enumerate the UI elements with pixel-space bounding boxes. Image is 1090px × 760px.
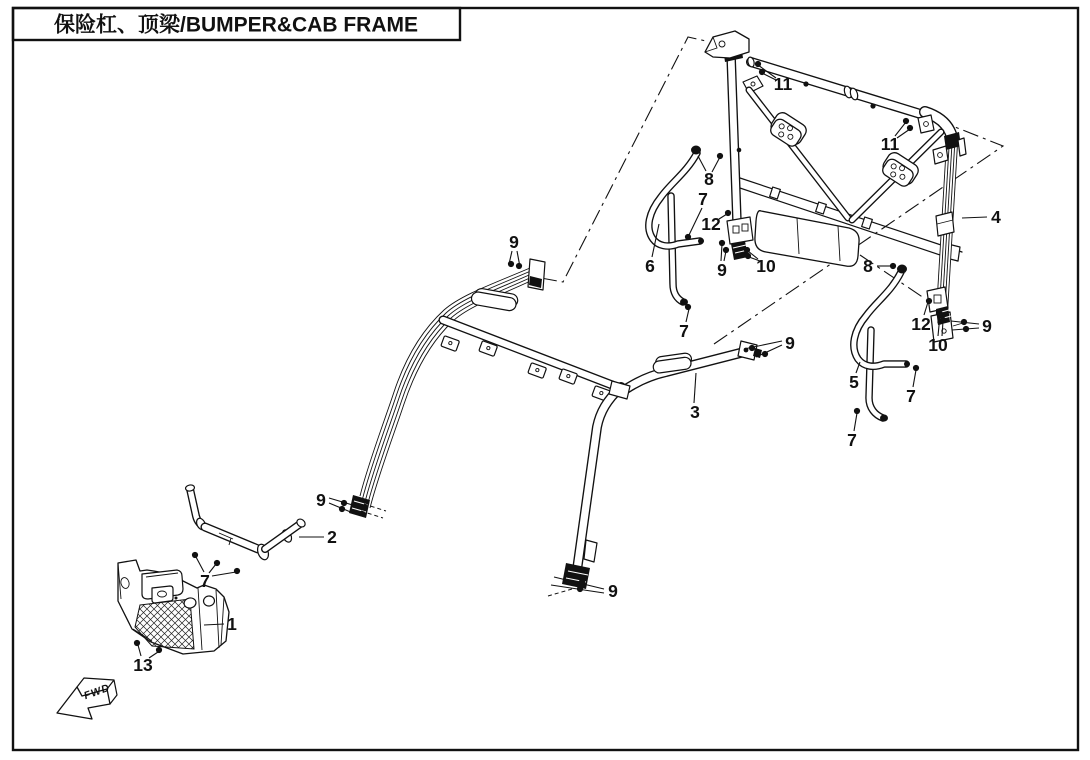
fastener-bolt <box>685 304 691 310</box>
part-2-bumper-tube <box>185 484 307 561</box>
callout-9-label: 9 <box>717 260 727 280</box>
fastener-bolt <box>516 263 522 269</box>
fastener-bolt <box>755 61 761 67</box>
roof-handle <box>470 287 518 312</box>
fastener-bolt <box>961 319 967 325</box>
post-top-bracket <box>705 31 749 58</box>
fastener-bolt <box>745 253 751 259</box>
callout-9-label: 9 <box>316 490 326 510</box>
fastener-bolt <box>926 298 932 304</box>
callout-4-leader <box>962 217 987 218</box>
fwd-label: FWD <box>82 681 112 703</box>
callout-12-label: 12 <box>911 314 931 334</box>
part-6-grab-handle <box>649 146 704 306</box>
fastener-bolt <box>749 345 755 351</box>
callout-7-leader <box>913 370 916 387</box>
fastener-bolt <box>234 568 240 574</box>
fastener-bolt <box>214 560 220 566</box>
callout-1-label: 1 <box>227 614 237 634</box>
header-clips <box>441 336 611 402</box>
part-5-grab-handle <box>854 265 910 422</box>
callout-9-label: 9 <box>982 316 992 336</box>
callout-11-label: 11 <box>773 74 793 94</box>
fastener-bolt <box>719 240 725 246</box>
fastener-bolt <box>192 552 198 558</box>
fastener-bolt <box>723 247 729 253</box>
fastener-bolt <box>579 579 585 585</box>
fastener-bolt <box>913 365 919 371</box>
callout-9-label: 9 <box>785 333 795 353</box>
fastener-bolt <box>341 500 347 506</box>
callout-3-label: 3 <box>690 402 700 422</box>
fastener-bolt <box>134 640 140 646</box>
fastener-bolt <box>890 263 896 269</box>
callout-6-label: 6 <box>645 256 655 276</box>
fastener-bolt <box>907 125 913 131</box>
fwd-arrow-icon <box>57 678 117 719</box>
callout-2-label: 2 <box>327 527 337 547</box>
fastener-bolt <box>339 506 345 512</box>
fastener-bolt <box>744 247 750 253</box>
fastener-bolt <box>685 234 691 240</box>
callout-7-label: 7 <box>847 430 857 450</box>
callout-10-label: 10 <box>756 256 776 276</box>
callout-7-leader <box>196 557 204 572</box>
part-cab-frame <box>349 259 762 596</box>
callout-11-label: 11 <box>880 134 900 154</box>
callout-7-label: 7 <box>698 189 708 209</box>
pillar-bottom-brackets <box>927 287 963 342</box>
fastener-bolt <box>937 311 943 317</box>
fastener-bolt <box>759 69 765 75</box>
callout-13-label: 13 <box>133 655 153 675</box>
callout-7-leader <box>209 564 216 573</box>
fastener-bolt <box>725 210 731 216</box>
fastener-bolt <box>717 153 723 159</box>
callout-7-label: 7 <box>679 321 689 341</box>
callout-7-leader <box>854 413 857 431</box>
callout-9-label: 9 <box>509 232 519 252</box>
fastener-bolt <box>577 586 583 592</box>
callout-5-label: 5 <box>849 372 859 392</box>
callout-3-leader <box>694 373 696 403</box>
callout-10-label: 10 <box>928 335 948 355</box>
callout-8-label: 8 <box>704 169 714 189</box>
part-rear-frame <box>705 31 966 342</box>
callout-7-label: 7 <box>200 571 210 591</box>
fastener-bolt <box>508 261 514 267</box>
callout-7-leader <box>212 572 236 576</box>
callout-4-label: 4 <box>991 207 1001 227</box>
fastener-bolt <box>854 408 860 414</box>
page-title: 保险杠、顶梁/BUMPER&CAB FRAME <box>54 13 418 37</box>
part-1-front-bumper <box>118 560 229 654</box>
fastener-bolt <box>940 317 946 323</box>
fastener-bolt <box>762 351 768 357</box>
callout-8-label: 8 <box>863 256 873 276</box>
fastener-bolt <box>963 326 969 332</box>
callout-9-leader <box>721 244 722 261</box>
callout-12-label: 12 <box>701 214 721 234</box>
callout-7-label: 7 <box>906 386 916 406</box>
fastener-bolt <box>156 647 162 653</box>
fastener-bolt <box>903 118 909 124</box>
callout-7-leader <box>689 208 702 235</box>
callout-9-label: 9 <box>608 581 618 601</box>
